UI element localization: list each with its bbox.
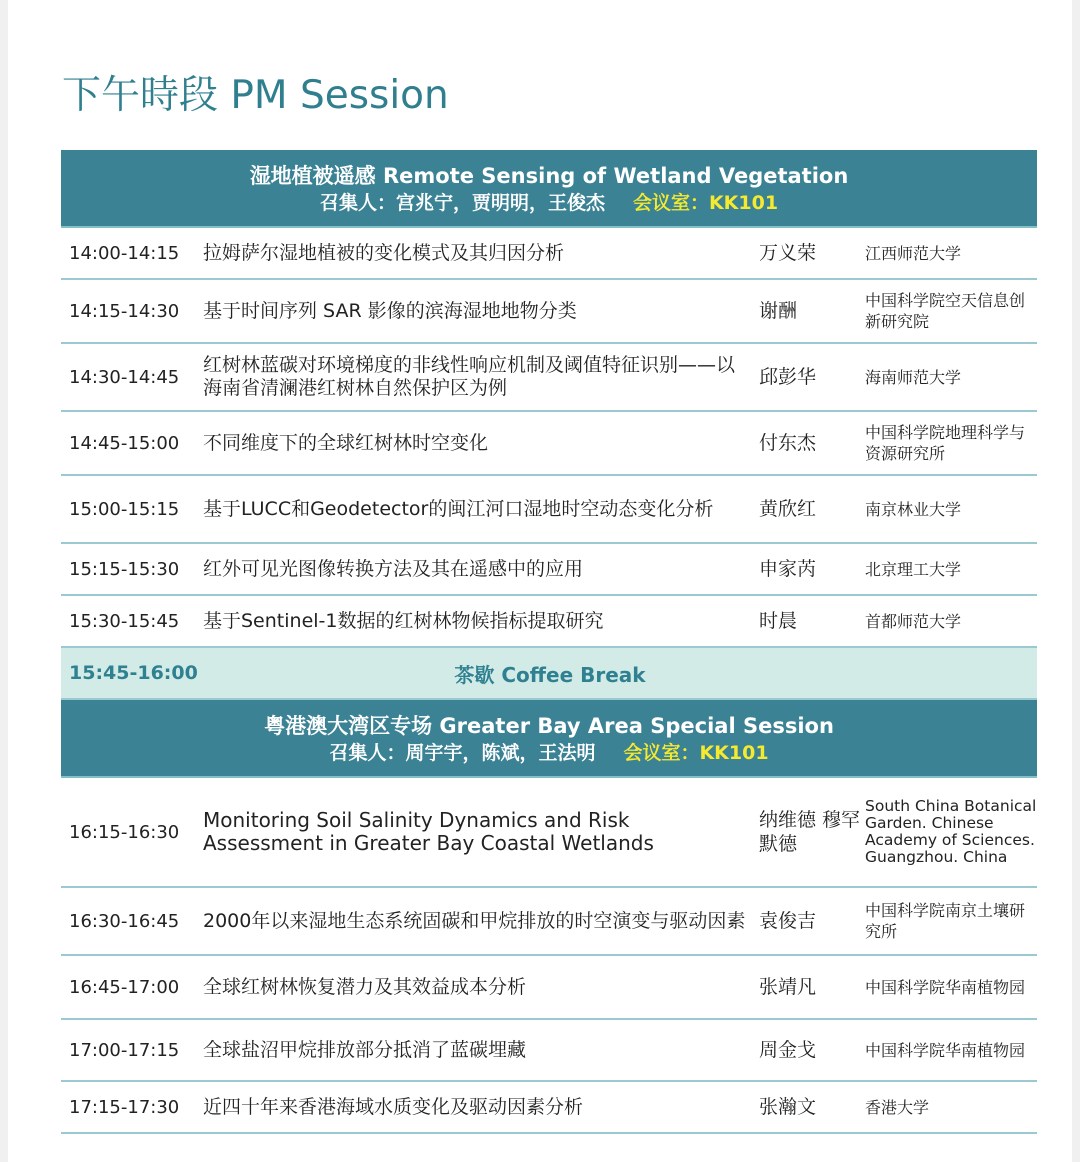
talk-speaker: 付东杰 xyxy=(759,432,817,454)
talk-row xyxy=(61,778,1037,888)
session-room: 会议室：KK101 xyxy=(632,192,779,214)
talk-speaker: 袁俊吉 xyxy=(759,910,817,932)
talk-topic: 拉姆萨尔湿地植被的变化模式及其归因分析 xyxy=(203,241,565,264)
session-room: 会议室：KK101 xyxy=(623,742,769,764)
talk-time: 17:15-17:30 xyxy=(69,1096,180,1118)
session-subtitle xyxy=(61,740,1037,767)
talk-affiliation: 北京理工大学 xyxy=(865,559,962,579)
talk-row xyxy=(61,596,1037,648)
talk-time: 14:15-14:30 xyxy=(69,300,180,322)
talk-time: 15:00-15:15 xyxy=(69,498,180,520)
talk-topic: 基于LUCC和Geodetector的闽江河口湿地时空动态变化分析 xyxy=(203,497,714,520)
page-title: 下午時段 PM Session xyxy=(62,73,449,118)
talk-time: 14:30-14:45 xyxy=(69,366,180,388)
talk-speaker: 黄欣红 xyxy=(759,498,817,520)
session-conveners: 召集人：周宇宇，陈斌，王法明 xyxy=(329,742,596,764)
talk-time: 14:45-15:00 xyxy=(69,432,180,454)
talk-row xyxy=(61,956,1037,1020)
talk-speaker: 张瀚文 xyxy=(759,1096,817,1118)
talk-topic: 全球红树林恢复潜力及其效益成本分析 xyxy=(203,975,527,998)
talk-affiliation: 中国科学院地理科学与资源研究所 xyxy=(865,423,1026,463)
session-conveners: 召集人：宫兆宁，贾明明，王俊杰 xyxy=(319,192,605,214)
talk-affiliation: 中国科学院华南植物园 xyxy=(865,1040,1026,1060)
coffee-break-label: 茶歇 Coffee Break xyxy=(454,662,646,687)
talk-affiliation: 海南师范大学 xyxy=(865,367,962,387)
coffee-break-time: 15:45-16:00 xyxy=(69,662,198,684)
talk-row xyxy=(61,228,1037,280)
talk-topic: 基于Sentinel-1数据的红树林物候指标提取研究 xyxy=(203,609,604,632)
talk-speaker: 申家芮 xyxy=(759,558,817,580)
talk-row xyxy=(61,888,1037,956)
talk-topic: 红外可见光图像转换方法及其在遥感中的应用 xyxy=(203,557,584,580)
talk-speaker: 万义荣 xyxy=(759,242,817,264)
talk-time: 16:45-17:00 xyxy=(69,976,180,998)
talk-speaker: 时晨 xyxy=(759,610,798,632)
talk-affiliation: 中国科学院华南植物园 xyxy=(865,977,1026,997)
talk-row xyxy=(61,344,1037,412)
talk-affiliation: 香港大学 xyxy=(865,1097,930,1117)
schedule-table xyxy=(61,150,1037,1134)
talk-time: 17:00-17:15 xyxy=(69,1039,180,1061)
session-title: 湿地植被遥感 Remote Sensing of Wetland Vegetation xyxy=(249,164,849,188)
talk-time: 16:15-16:30 xyxy=(69,821,180,843)
talk-time: 15:30-15:45 xyxy=(69,610,180,632)
talk-topic: 基于时间序列 SAR 影像的滨海湿地地物分类 xyxy=(203,299,577,322)
talk-time: 16:30-16:45 xyxy=(69,910,180,932)
talk-topic: 近四十年来香港海域水质变化及驱动因素分析 xyxy=(203,1095,584,1118)
session-header xyxy=(61,150,1037,228)
session-subtitle xyxy=(61,190,1037,217)
talk-speaker: 纳维德 穆罕默德 xyxy=(759,809,861,855)
talk-speaker: 邱彭华 xyxy=(759,366,817,388)
talk-topic: 全球盐沼甲烷排放部分抵消了蓝碳埋藏 xyxy=(203,1038,527,1061)
session-title: 粤港澳大湾区专场 Greater Bay Area Special Session xyxy=(264,714,834,738)
program-page xyxy=(8,0,1072,1162)
talk-speaker: 周金戈 xyxy=(759,1039,817,1061)
talk-affiliation: 中国科学院南京土壤研究所 xyxy=(865,901,1026,941)
session-header xyxy=(61,700,1037,778)
talk-topic: 红树林蓝碳对环境梯度的非线性响应机制及阈值特征识别——以海南省清澜港红树林自然保护区为例 xyxy=(203,354,736,399)
talk-topic: Monitoring Soil Salinity Dynamics and Risk Assessment in Greater Bay Coastal Wetlands xyxy=(203,808,654,855)
talk-speaker: 谢酬 xyxy=(759,300,798,322)
talk-affiliation: 中国科学院空天信息创新研究院 xyxy=(865,291,1026,331)
talk-time: 15:15-15:30 xyxy=(69,558,180,580)
talk-row xyxy=(61,476,1037,544)
talk-topic: 不同维度下的全球红树林时空变化 xyxy=(203,431,489,454)
talk-row xyxy=(61,544,1037,596)
talk-affiliation: 江西师范大学 xyxy=(865,243,962,263)
talk-row xyxy=(61,1020,1037,1082)
talk-speaker: 张靖凡 xyxy=(759,976,817,998)
talk-affiliation: South China Botanical Garden. Chinese Academy of Sciences. Guangzhou. China xyxy=(865,797,1037,866)
talk-topic: 2000年以来湿地生态系统固碳和甲烷排放的时空演变与驱动因素 xyxy=(203,909,746,932)
talk-affiliation: 南京林业大学 xyxy=(865,499,962,519)
talk-affiliation: 首都师范大学 xyxy=(865,611,962,631)
talk-row xyxy=(61,412,1037,476)
talk-row xyxy=(61,1082,1037,1134)
talk-row xyxy=(61,280,1037,344)
coffee-break-row xyxy=(61,648,1037,700)
talk-time: 14:00-14:15 xyxy=(69,242,180,264)
